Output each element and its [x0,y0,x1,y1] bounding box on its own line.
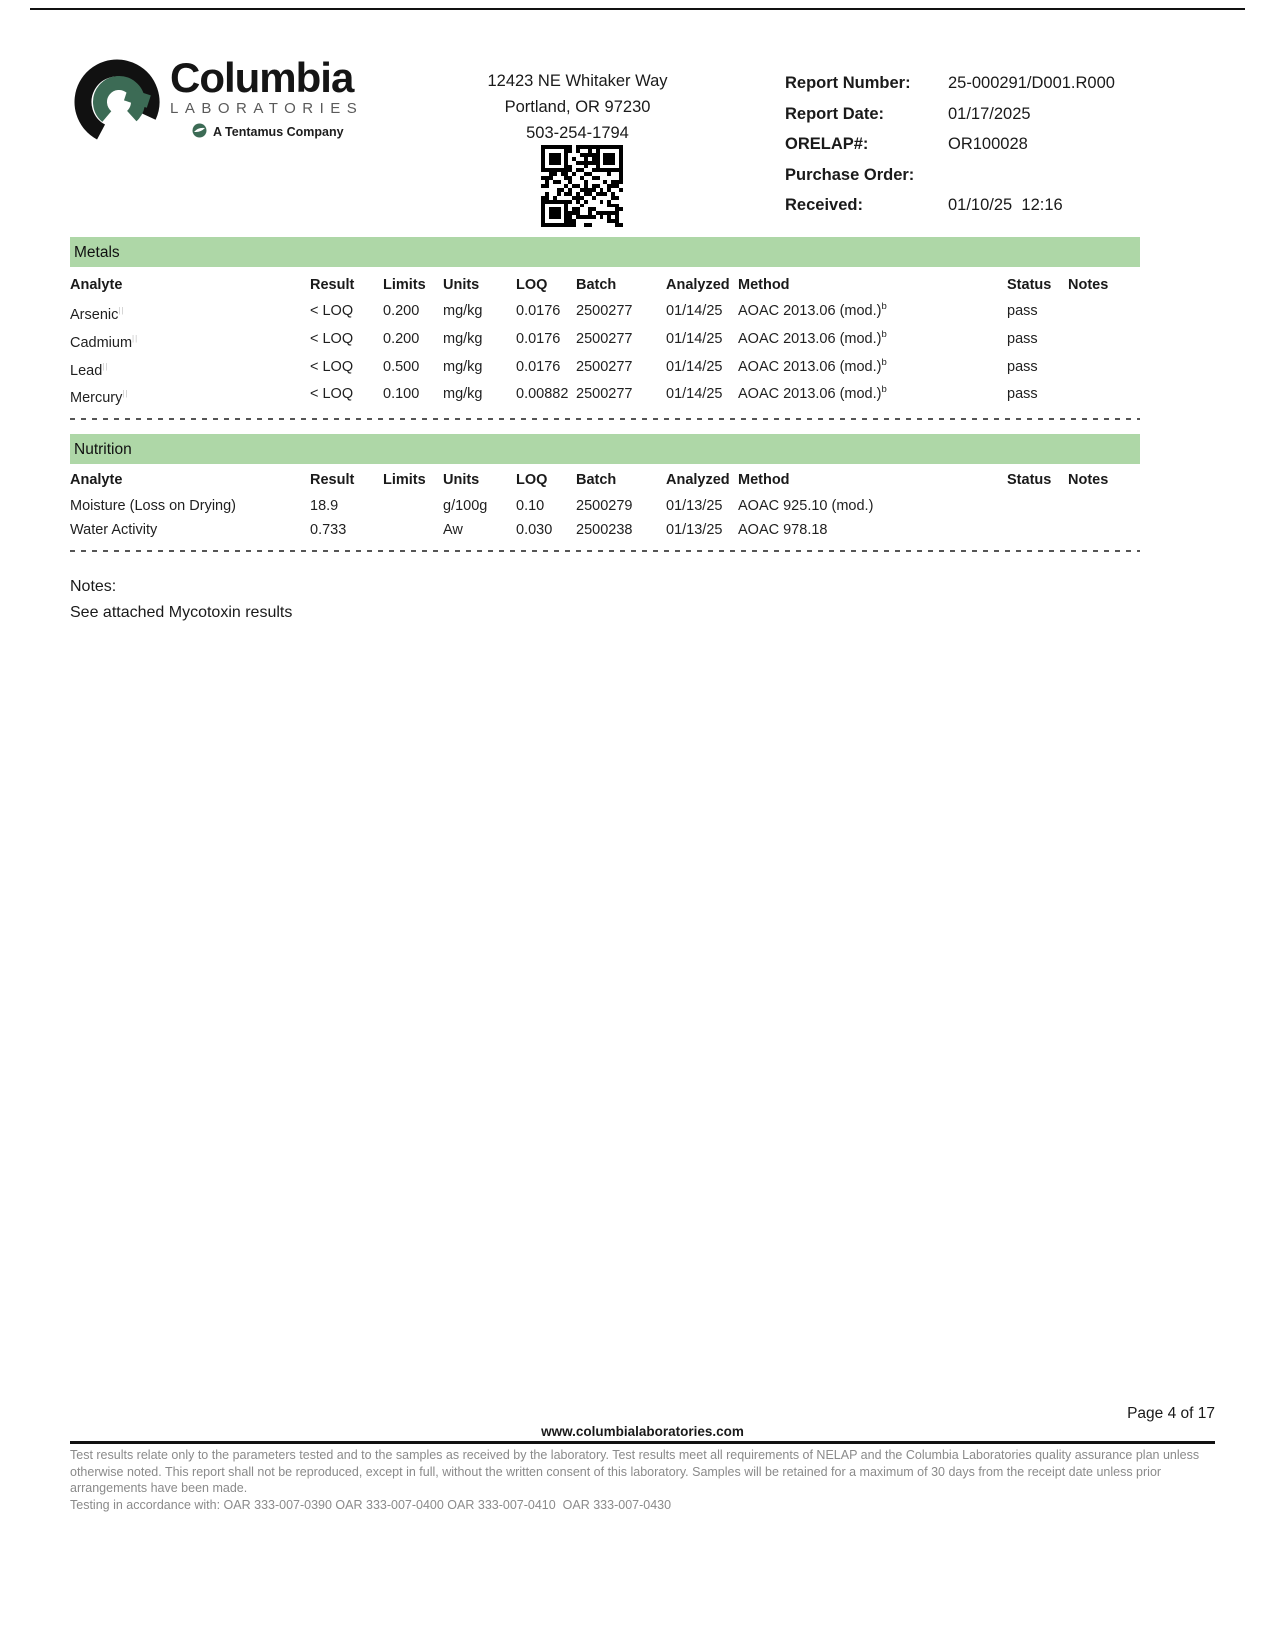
qr-code [541,145,623,227]
notes-value [1068,299,1140,327]
limits-value [383,518,443,542]
notes-value [1068,355,1140,383]
method-footnote-mark: b [881,384,887,396]
page-footer [70,1405,1215,1513]
logo-subtitle: LABORATORIES [170,100,364,117]
units-value: mg/kg [443,330,483,347]
analyte-name: Cadmium [70,334,133,351]
table-row-lead [70,355,1140,383]
method-footnote-mark: b [881,329,887,340]
nutrition-column-headers [70,464,1140,494]
logo-tagline-text: A Tentamus Company [213,125,344,139]
metals-section-header: Metals [70,237,1140,267]
limits-value: 0.200 [383,330,420,347]
method-value: AOAC 2013.06 (mod.) [738,358,882,375]
col-units: Units [443,277,480,293]
orelap-row [785,129,1145,160]
col-notes: Notes [1068,472,1109,489]
orelap-value: OR100028 [948,135,1028,153]
notes-value [1068,327,1140,355]
limits-value: 0.500 [383,358,420,375]
report-date-row [785,99,1145,130]
method-value: AOAC 2013.06 (mod.) [738,386,882,403]
report-info [785,68,1145,221]
analyte-footnote-mark: || [118,306,125,315]
report-number-row [785,68,1145,99]
col-status: Status [1007,277,1052,293]
loq-value: 0.0176 [516,303,561,319]
col-result: Result [310,277,355,293]
units-value: g/100g [443,498,488,515]
col-limits: Limits [383,472,426,489]
result-value: < LOQ [310,330,354,347]
tentamus-leaf-icon [192,123,207,141]
received-label: Received: [785,196,863,214]
result-value: 18.9 [310,498,339,515]
status-value [1007,494,1068,518]
notes-value [1068,518,1140,542]
analyte-name: Mercury [70,390,123,407]
footer-divider [70,1441,1215,1444]
analyzed-value: 01/13/25 [666,498,723,515]
col-limits: Limits [383,277,426,293]
analyzed-value: 01/14/25 [666,386,723,403]
col-method: Method [738,277,790,293]
received-value: 01/10/25 12:16 [948,196,1063,214]
loq-value: 0.0176 [516,330,561,347]
table-row-arsenic [70,299,1140,327]
units-value: mg/kg [443,303,483,319]
analyte-footnote-mark: || [132,333,139,343]
limits-value: 0.100 [383,386,420,403]
nutrition-section-header: Nutrition [70,434,1140,464]
analyte-name: Water Activity [70,522,158,539]
lab-website: www.columbialaboratories.com [541,1424,744,1439]
analyzed-value: 01/14/25 [666,303,723,319]
received-row [785,190,1145,221]
metals-column-headers [70,269,1140,299]
page-number: Page 4 of 17 [1127,1405,1215,1422]
status-value: pass [1007,330,1038,347]
batch-value: 2500277 [576,330,633,347]
col-batch: Batch [576,277,617,293]
analyte-name: Lead [70,362,103,379]
table-row-moisture [70,494,1140,518]
metals-section-divider [70,418,1140,420]
status-value: pass [1007,386,1038,403]
table-row-cadmium [70,327,1140,355]
analyte-footnote-mark: || [102,361,109,371]
analyte-footnote-mark: || [122,389,129,399]
address-line3: 503-254-1794 [526,124,629,142]
batch-value: 2500277 [576,303,633,319]
units-value: Aw [443,522,463,539]
units-value: mg/kg [443,386,483,403]
loq-value: 0.0176 [516,358,561,375]
nutrition-section-divider [70,550,1140,552]
loq-value: 0.00882 [516,386,569,403]
company-logo [72,56,363,153]
notes-value [1068,382,1140,410]
col-loq: LOQ [516,277,548,293]
col-batch: Batch [576,472,617,489]
footer-disclaimer: Test results relate only to the parameters tested and to the samples as received by the laboratory. Test results meet all requirements of NELAP and the Columbia Laboratories quality assurance plan unless otherwise noted. This report shall not be reproduced, except in full, without the written consent of this laboratory. Samples will be retained for a maximum of 30 days from the receipt date unless prior arrangements have been made. [70,1448,1203,1495]
method-value: AOAC 2013.06 (mod.) [738,330,882,347]
analyte-name: Moisture (Loss on Drying) [70,498,236,515]
notes-text: See attached Mycotoxin results [70,604,293,622]
col-status: Status [1007,472,1052,489]
col-analyzed: Analyzed [666,277,730,293]
report-number-value: 25-000291/D001.R000 [948,74,1115,92]
col-method: Method [738,472,790,489]
top-divider [30,8,1245,10]
col-analyzed: Analyzed [666,472,730,489]
table-row-mercury [70,382,1140,410]
result-value: < LOQ [310,386,354,403]
notes-label: Notes: [70,578,117,596]
units-value: mg/kg [443,358,483,375]
result-value: 0.733 [310,522,347,539]
table-row-water-activity [70,518,1140,542]
status-value [1007,518,1068,542]
status-value: pass [1007,303,1038,319]
method-footnote-mark: b [881,301,887,313]
method-value: AOAC 925.10 (mod.) [738,498,874,515]
results-section [70,237,1140,626]
loq-value: 0.10 [516,498,545,515]
report-number-label: Report Number: [785,74,911,92]
limits-value [383,494,443,518]
logo-wordmark: Columbia [170,54,354,101]
result-value: < LOQ [310,358,354,375]
batch-value: 2500277 [576,358,633,375]
address-line2: Portland, OR 97230 [504,98,651,116]
batch-value: 2500277 [576,386,633,403]
address-line1: 12423 NE Whitaker Way [487,72,668,90]
batch-value: 2500279 [576,498,633,515]
footer-accordance: Testing in accordance with: OAR 333-007-0390 OAR 333-007-0400 OAR 333-007-0410 OAR 333-007-0430 [70,1497,672,1512]
columbia-logo-mark-icon [72,56,162,153]
purchase-order-label: Purchase Order: [785,165,915,184]
result-value: < LOQ [310,303,354,319]
orelap-label: ORELAP#: [785,135,869,153]
analyzed-value: 01/13/25 [666,522,723,539]
notes-section [70,574,1140,626]
method-value: AOAC 978.18 [738,522,828,539]
report-date-label: Report Date: [785,104,885,123]
col-units: Units [443,472,480,489]
lab-address [420,68,735,146]
method-value: AOAC 2013.06 (mod.) [738,303,882,319]
analyzed-value: 01/14/25 [666,358,723,375]
status-value: pass [1007,358,1038,375]
purchase-order-row [785,160,1145,191]
limits-value: 0.200 [383,303,420,319]
col-notes: Notes [1068,277,1109,293]
col-analyte: Analyte [70,277,123,293]
col-result: Result [310,472,355,489]
col-loq: LOQ [516,472,548,489]
analyzed-value: 01/14/25 [666,330,723,347]
notes-value [1068,494,1140,518]
method-footnote-mark: b [881,356,887,368]
loq-value: 0.030 [516,522,553,539]
analyte-name: Arsenic [70,306,119,323]
col-analyte: Analyte [70,472,123,489]
report-date-value: 01/17/2025 [948,104,1031,123]
batch-value: 2500238 [576,522,633,539]
